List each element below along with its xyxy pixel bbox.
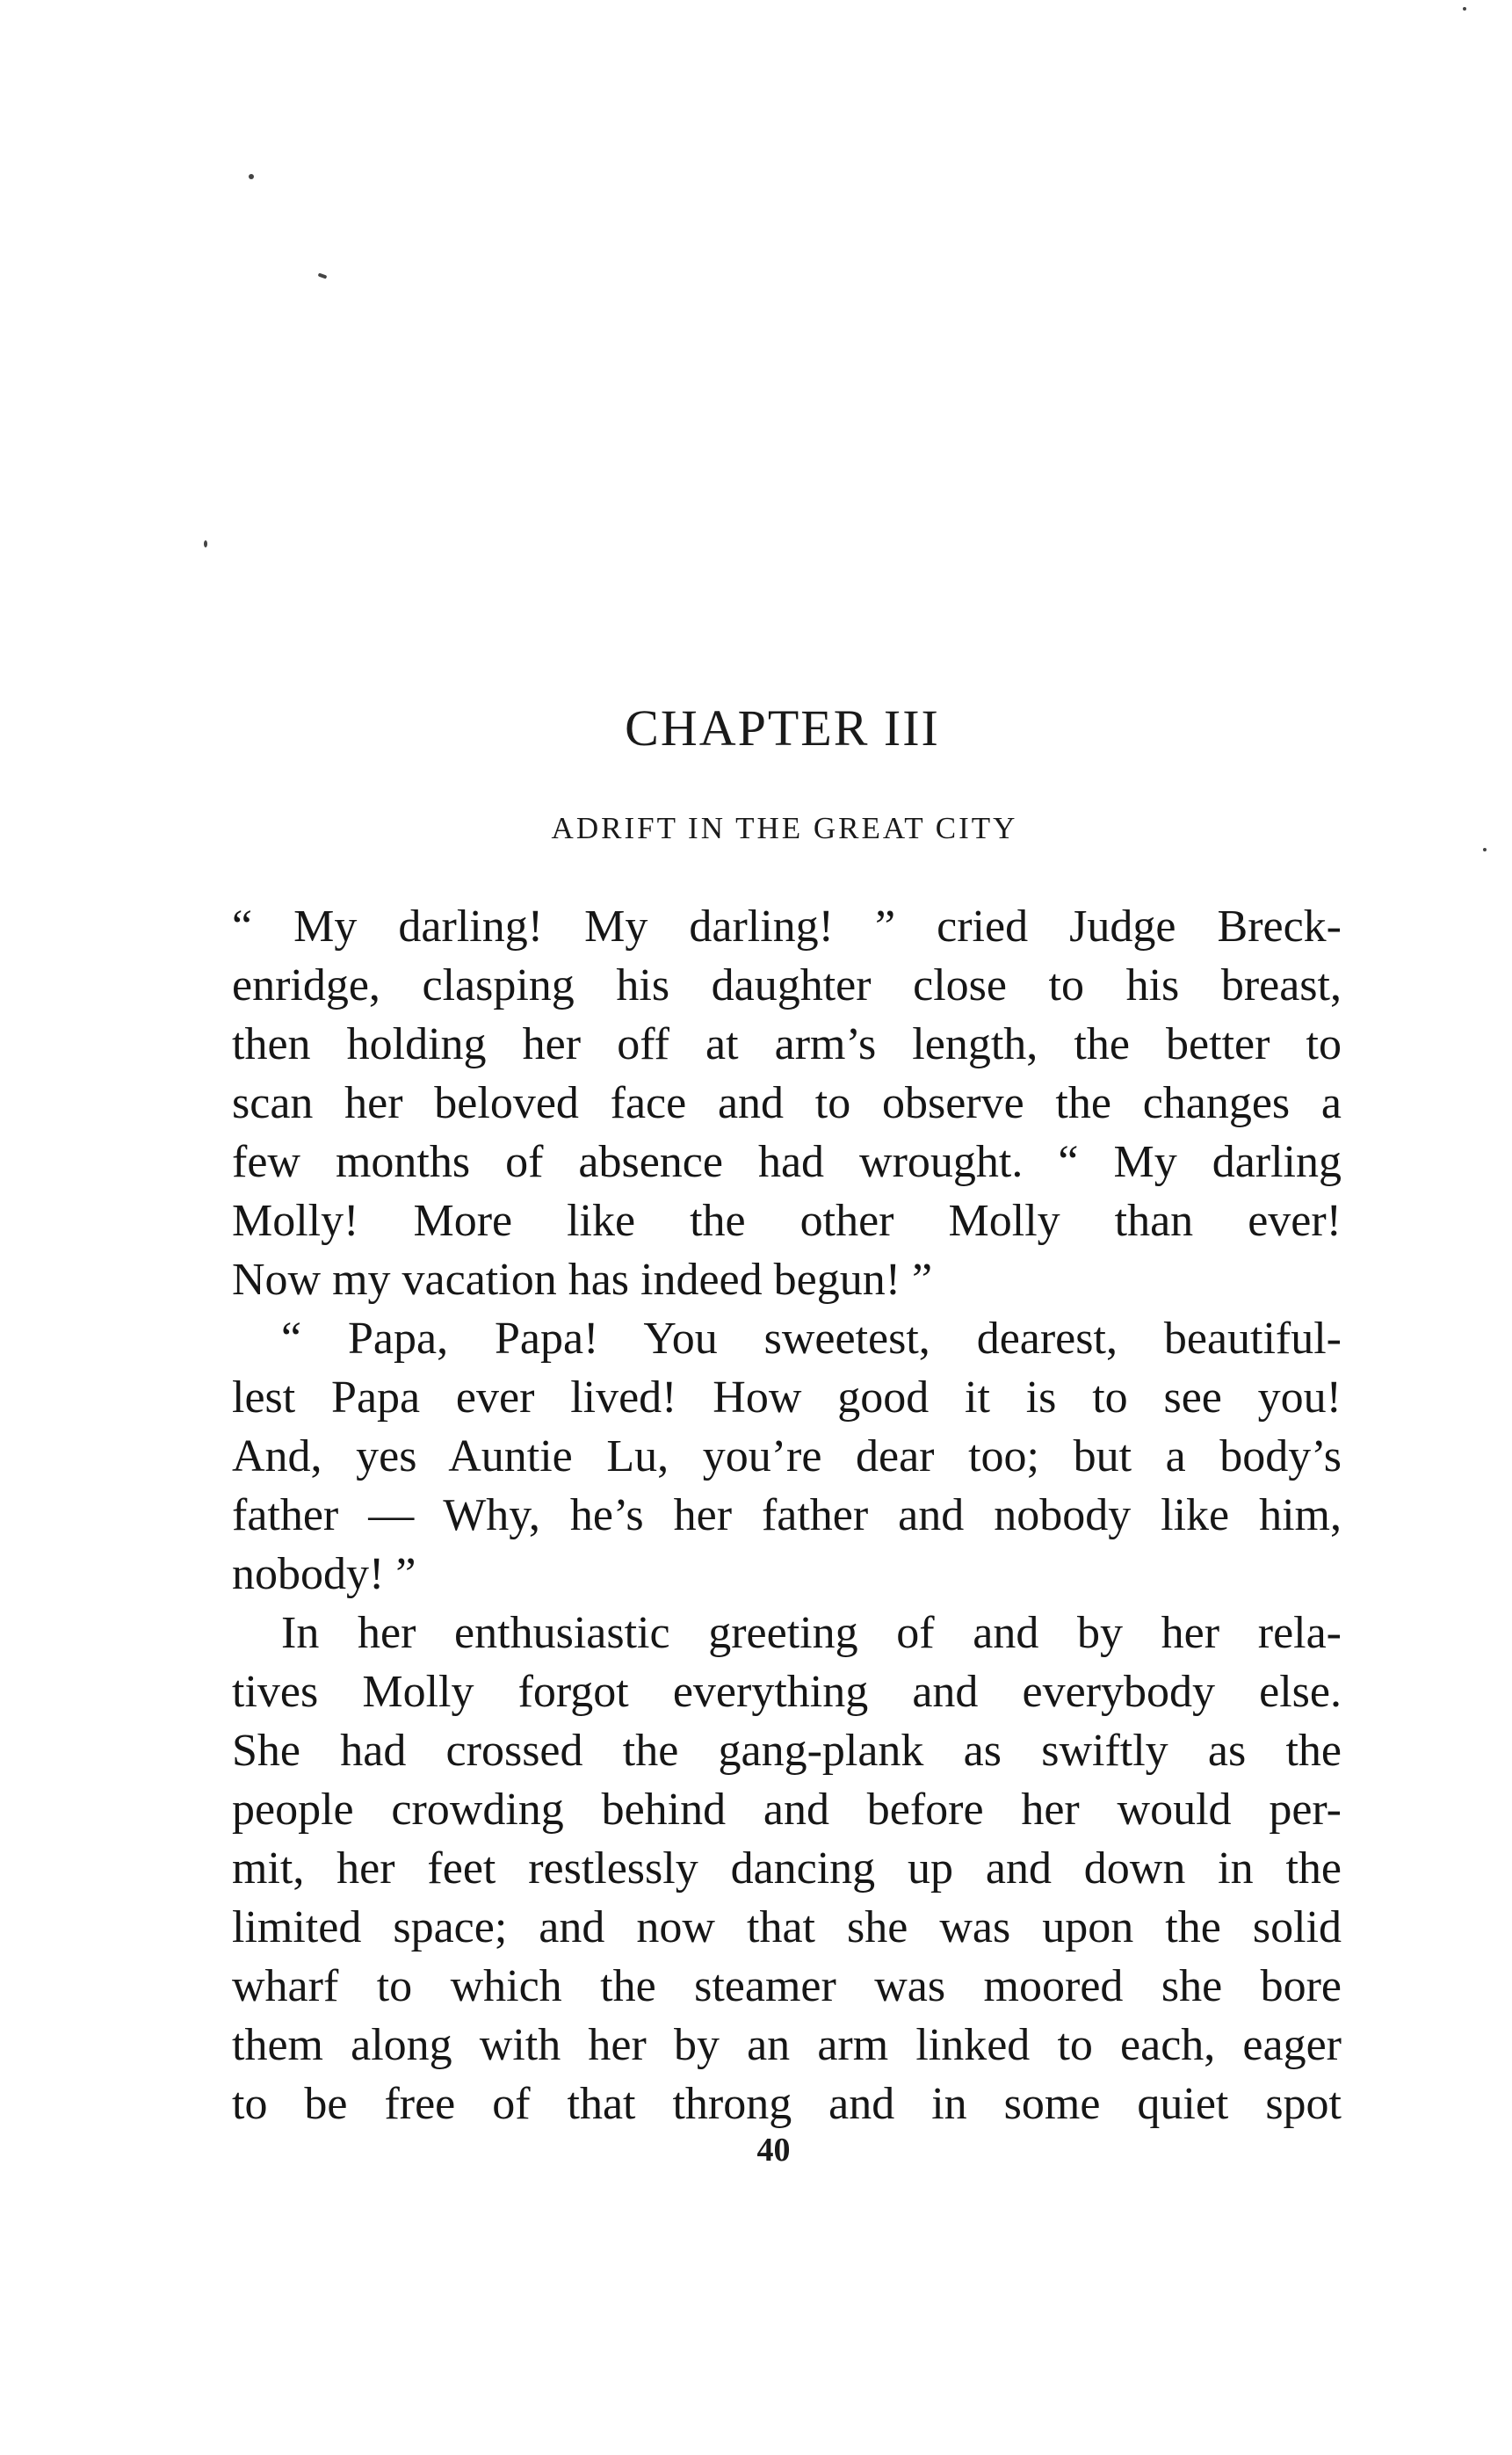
chapter-subtitle: ADRIFT IN THE GREAT CITY xyxy=(551,811,1018,845)
text-line: nobody! ” xyxy=(232,1549,416,1599)
scan-speck xyxy=(1483,848,1487,851)
scan-speck xyxy=(204,540,207,547)
chapter-title: CHAPTER III xyxy=(625,699,940,757)
text-line: She had crossed the gang-plank as swiftly as the xyxy=(232,1726,1342,1776)
text-line: enridge, clasping his daughter close to his breast, xyxy=(232,960,1342,1010)
text-line: few months of absence had wrought. “ My darling xyxy=(232,1137,1342,1187)
text-line: people crowding behind and before her would per- xyxy=(232,1785,1342,1835)
body-text xyxy=(232,897,1342,2133)
scan-speck xyxy=(1463,7,1466,11)
text-line: then holding her off at arm’s length, the better to xyxy=(232,1019,1342,1069)
page-number: 40 xyxy=(756,2132,791,2169)
text-line: mit, her feet restlessly dancing up and down in the xyxy=(232,1843,1342,1894)
text-line: “ My darling! My darling! ” cried Judge Breck- xyxy=(232,902,1342,952)
scan-speck xyxy=(318,272,328,279)
text-line: lest Papa ever lived! How good it is to see you! xyxy=(232,1372,1342,1423)
text-line: to be free of that throng and in some quiet spot xyxy=(232,2079,1342,2129)
text-line: scan her beloved face and to observe the changes a xyxy=(232,1078,1342,1128)
text-line: father — Why, he’s her father and nobody like him, xyxy=(232,1490,1342,1540)
text-line: Now my vacation has indeed begun! ” xyxy=(232,1255,933,1305)
text-line: them along with her by an arm linked to each, eager xyxy=(232,2020,1342,2070)
text-line: And, yes Auntie Lu, you’re dear too; but a body’s xyxy=(232,1431,1342,1481)
text-line: Molly! More like the other Molly than ever! xyxy=(232,1196,1342,1246)
text-line: “ Papa, Papa! You sweetest, dearest, beautiful- xyxy=(281,1314,1342,1364)
text-line: wharf to which the steamer was moored she bore xyxy=(232,1961,1342,2011)
text-line: limited space; and now that she was upon the solid xyxy=(232,1902,1342,1952)
text-line: tives Molly forgot everything and everybody else. xyxy=(232,1667,1342,1717)
scan-speck xyxy=(249,174,254,179)
text-line: In her enthusiastic greeting of and by her rela- xyxy=(281,1608,1342,1658)
